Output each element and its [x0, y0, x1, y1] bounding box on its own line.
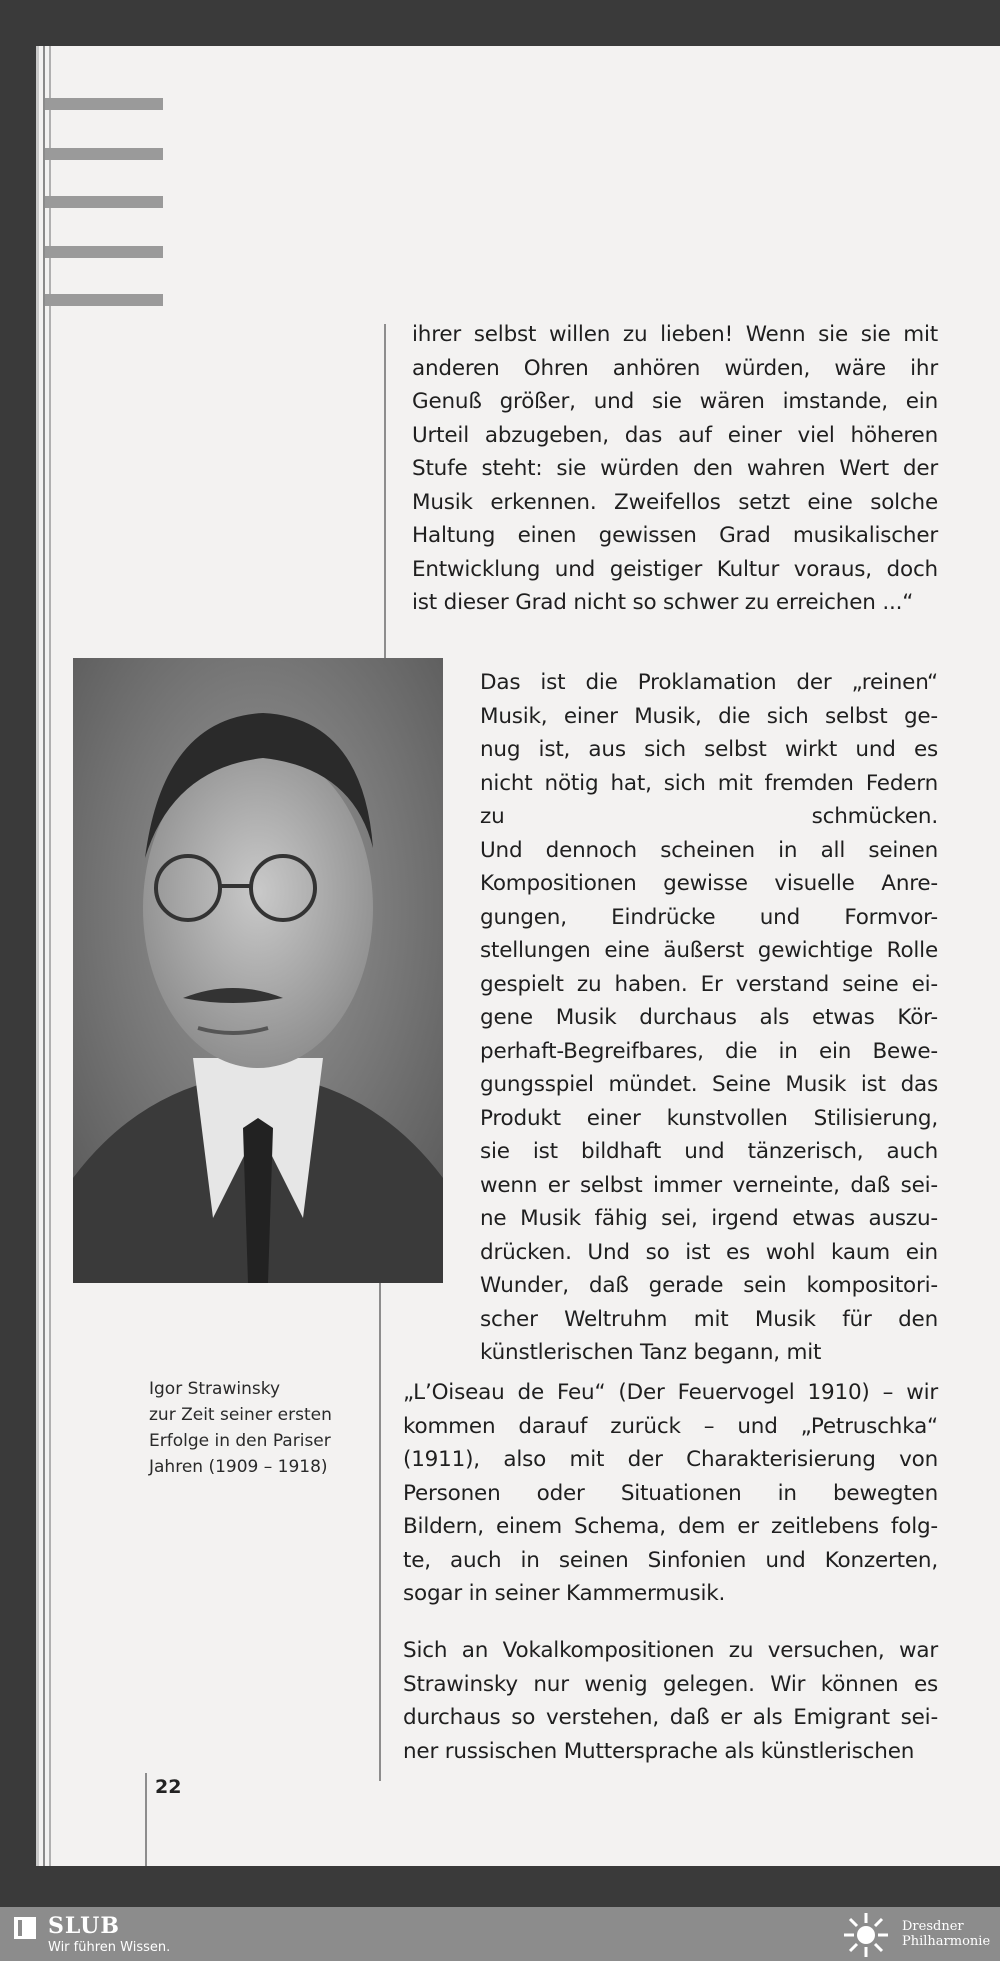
text-line: ist dieser Grad nicht so schwer zu erreichen ...“ — [412, 590, 914, 615]
caption-line: zur Zeit seiner ersten — [149, 1405, 332, 1425]
text-line: Kompositionen gewisse visuelle Anre- — [480, 871, 938, 896]
text-block-3 — [403, 1376, 938, 1611]
decor-bar — [45, 148, 163, 160]
caption-line: Jahren (1909 – 1918) — [149, 1457, 328, 1477]
document-page — [36, 46, 1000, 1866]
text-block-4 — [403, 1634, 938, 1768]
text-line: Haltung einen gewissen Grad musikalischer — [412, 523, 938, 548]
text-block-1 — [412, 318, 938, 620]
text-line: nug ist, aus sich selbst wirkt und es — [480, 737, 938, 762]
text-line: Urteil abzugeben, das auf einer viel höheren — [412, 422, 938, 448]
photo-caption — [149, 1376, 389, 1480]
decor-bar — [45, 294, 163, 306]
text-line: drücken. Und so ist es wohl kaum ein — [480, 1239, 938, 1265]
sunburst-logo-icon — [842, 1911, 890, 1959]
text-line: ne Musik fähig sei, irgend etwas auszu- — [480, 1206, 938, 1231]
text-line: zu schmücken. — [480, 804, 938, 829]
text-line: perhaft-Begreifbares, die in ein Bewe- — [480, 1038, 938, 1064]
page-number: 22 — [155, 1776, 182, 1798]
book-icon — [12, 1915, 38, 1941]
text-line: Entwicklung und geistiger Kultur voraus, doch — [412, 556, 938, 582]
text-line: wenn er selbst immer verneinte, daß sei- — [480, 1172, 938, 1198]
decor-bar — [45, 246, 163, 258]
text-line: scher Weltruhm mit Musik für den — [480, 1306, 938, 1332]
text-block-2 — [480, 666, 938, 1370]
text-line: sogar in seiner Kammermusik. — [403, 1581, 726, 1606]
text-line: ner russischen Muttersprache als künstlerischen — [403, 1738, 915, 1764]
column-divider — [384, 324, 386, 702]
text-line: Das ist die Proklamation der „reinen“ — [480, 670, 938, 695]
column-divider — [379, 1283, 381, 1781]
caption-line: Erfolge in den Pariser — [149, 1431, 331, 1451]
text-line: stellungen eine äußerst gewichtige Rolle — [480, 938, 938, 963]
text-line: te, auch in seinen Sinfonien und Konzerten, — [403, 1547, 938, 1573]
page-edge-line — [49, 46, 51, 1866]
decor-bar — [45, 196, 163, 208]
text-line: Strawinsky nur wenig gelegen. Wir können es — [403, 1671, 938, 1697]
slub-name: SLUB — [48, 1913, 120, 1939]
caption-line: Igor Strawinsky — [149, 1379, 281, 1399]
page-edge-line — [43, 46, 45, 1866]
text-line: (1911), also mit der Charakterisierung von — [403, 1447, 938, 1472]
text-line: Musik, einer Musik, die sich selbst ge- — [480, 703, 938, 729]
portrait-photo — [73, 658, 443, 1283]
slub-tagline: Wir führen Wissen. — [48, 1940, 171, 1955]
text-line: künstlerischen Tanz begann, mit — [480, 1340, 822, 1365]
text-line: Stufe steht: sie würden den wahren Wert der — [412, 456, 938, 481]
text-line: „L’Oiseau de Feu“ (Der Feuervogel 1910) – wir — [403, 1380, 938, 1405]
footer-bar — [0, 1907, 1000, 1961]
text-line: gespielt zu haben. Er verstand seine ei- — [480, 971, 938, 997]
text-line: Genuß größer, und sie wären imstande, ein — [412, 389, 938, 414]
text-line: Bildern, einem Schema, dem er zeitlebens folg- — [403, 1514, 938, 1539]
text-line: sie ist bildhaft und tänzerisch, auch — [480, 1139, 938, 1164]
text-line: nicht nötig hat, sich mit fremden Federn — [480, 770, 938, 796]
partner-line: Philharmonie — [902, 1934, 991, 1949]
partner-line: Dresdner — [902, 1919, 964, 1934]
text-line: ihrer selbst willen zu lieben! Wenn sie sie mit — [412, 322, 938, 347]
text-line: Personen oder Situationen in bewegten — [403, 1480, 938, 1506]
text-line: durchaus so verstehen, daß er als Emigrant sei- — [403, 1705, 938, 1730]
text-line: Sich an Vokalkompositionen zu versuchen, war — [403, 1638, 938, 1663]
text-line: gene Musik durchaus als etwas Kör- — [480, 1005, 938, 1030]
page-number-rule — [145, 1773, 147, 1866]
text-line: kommen darauf zurück – und „Petruschka“ — [403, 1413, 938, 1439]
partner-name — [902, 1919, 990, 1949]
text-line: anderen Ohren anhören würden, wäre ihr — [412, 355, 938, 381]
text-line: Musik erkennen. Zweifellos setzt eine solche — [412, 489, 938, 515]
decor-bar — [45, 98, 163, 110]
text-line: gungen, Eindrücke und Formvor- — [480, 904, 938, 930]
text-line: Produkt einer kunstvollen Stilisierung, — [480, 1105, 938, 1131]
text-line: gungsspiel mündet. Seine Musik ist das — [480, 1072, 938, 1097]
text-line: Und dennoch scheinen in all seinen — [480, 837, 938, 863]
text-line: Wunder, daß gerade sein kompositori- — [480, 1273, 938, 1298]
